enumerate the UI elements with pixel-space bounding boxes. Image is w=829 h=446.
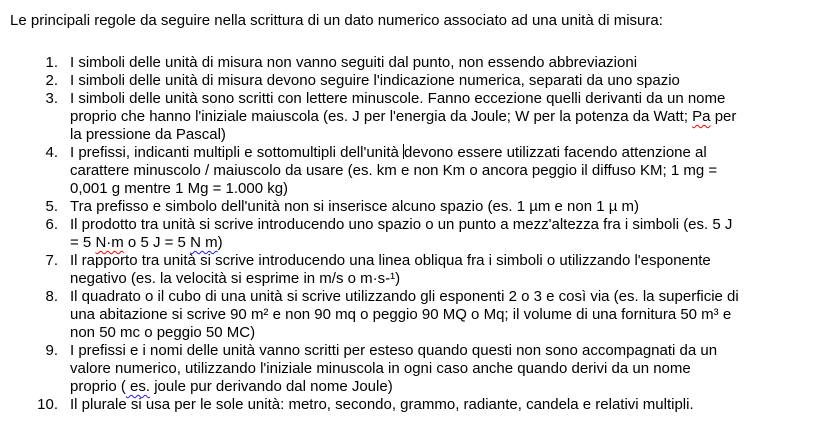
text-segment: valore numerico, utilizzando l'iniziale minuscola in ogni caso anche quando derivi da un nome	[70, 360, 691, 377]
spellcheck-underline-red: Pa	[692, 108, 711, 125]
text-segment: carattere minuscolo / maiuscolo da usare (es. km e non Km o ancora peggio il diffuso KM; 1 mg =	[70, 162, 718, 179]
text-line	[70, 342, 717, 360]
item-number: 5.	[45, 198, 58, 215]
text-line	[70, 234, 732, 252]
item-number: 9.	[45, 342, 58, 359]
text-segment: joule pur derivando dal nome Joule)	[150, 378, 393, 395]
item-number: 6.	[45, 216, 58, 233]
text-line	[70, 162, 717, 180]
text-line	[70, 396, 694, 414]
text-segment: Il plurale si usa per le sole unità: metro, secondo, grammo, radiante, candela e relativi multipli.	[70, 396, 694, 413]
text-segment: )	[217, 234, 223, 251]
text-segment: I simboli delle unità sono scritti con lettere minuscole. Fanno eccezione quelli derivanti da un nome	[70, 90, 726, 107]
text-segment: Il prodotto tra unità si scrive introducendo uno spazio o un punto a mezz'altezza fra i simboli (es. 5 J	[70, 216, 733, 233]
text-segment: Il rapporto tra unità si scrive introducendo una linea obliqua fra i simboli o utilizzando l'esponente	[70, 252, 711, 269]
item-text	[58, 90, 736, 144]
text-line	[70, 360, 717, 378]
text-line	[70, 216, 732, 234]
item-number: 1.	[45, 54, 58, 71]
text-line	[70, 144, 717, 162]
text-line	[70, 126, 736, 144]
text-segment: devono essere utilizzati facendo attenzione al	[404, 144, 707, 161]
text-segment: la pressione da Pascal)	[70, 126, 226, 143]
text-line	[70, 72, 680, 90]
item-text	[58, 216, 732, 252]
item-number: 8.	[45, 288, 58, 305]
item-text	[58, 252, 711, 288]
list-item	[0, 72, 829, 90]
list-item	[0, 198, 829, 216]
spellcheck-underline-red: N·m	[95, 234, 124, 251]
text-segment: non 50 mc o peggio 50 MC)	[70, 324, 256, 341]
text-segment: o 5 J = 5	[123, 234, 191, 251]
list-item	[0, 252, 829, 288]
text-segment: I prefissi e i nomi delle unità vanno scritti per esteso quando questi non sono accompagnati da un	[70, 342, 718, 359]
spellcheck-underline-blue: es.	[125, 378, 151, 395]
text-line	[70, 270, 711, 288]
text-line	[70, 54, 637, 72]
text-segment: I prefissi, indicanti multipli e sottomultipli dell'unità	[70, 144, 404, 161]
text-segment: per	[710, 108, 737, 125]
list-item	[0, 288, 829, 342]
item-number: 10.	[37, 396, 58, 413]
text-segment: proprio (	[70, 378, 126, 395]
text-segment: Il quadrato o il cubo di una unità si scrive utilizzando gli esponenti 2 o 3 e così via (es. la superficie di	[70, 288, 739, 305]
item-text	[58, 54, 637, 72]
item-number: 4.	[45, 144, 58, 161]
text-line	[70, 90, 736, 108]
item-number: 3.	[45, 90, 58, 107]
text-line	[70, 324, 739, 342]
text-line	[70, 180, 717, 198]
text-segment: proprio che hanno l'iniziale maiuscola (es. J per l'energia da Joule; W per la potenza da Watt;	[70, 108, 693, 125]
item-text	[58, 198, 639, 216]
text-segment: I simboli delle unità di misura non vanno seguiti dal punto, non essendo abbreviazioni	[70, 54, 638, 71]
item-text	[58, 396, 694, 414]
text-segment: negativo (es. la velocità si esprime in m/s o m·s-¹)	[70, 270, 401, 287]
text-line	[70, 378, 717, 396]
text-segment: = 5	[70, 234, 96, 251]
text-line	[70, 108, 736, 126]
rules-list	[0, 54, 829, 414]
text-segment: Tra prefisso e simbolo dell'unità non si inserisce alcuno spazio (es. 1 µm e non 1 µ m)	[70, 198, 640, 215]
spellcheck-underline-blue: N m	[190, 234, 218, 251]
text-segment: I simboli delle unità di misura devono seguire l'indicazione numerica, separati da uno spazio	[70, 72, 680, 89]
item-text	[58, 144, 717, 198]
text-segment: 0,001 g mentre 1 Mg = 1.000 kg)	[70, 180, 289, 197]
item-text	[58, 288, 739, 342]
item-text	[58, 342, 717, 396]
list-item	[0, 216, 829, 252]
text-line	[70, 288, 739, 306]
list-item	[0, 54, 829, 72]
item-number: 7.	[45, 252, 58, 269]
text-line	[70, 306, 739, 324]
item-text	[58, 72, 680, 90]
item-number: 2.	[45, 72, 58, 89]
document-title: Le principali regole da seguire nella scrittura di un dato numerico associato ad una unità di misura:	[10, 12, 663, 29]
text-segment: una abitazione si scrive 90 m² e non 90 mq o peggio 90 MQ o Mq; il volume di una fornitura 50 m³ e	[70, 306, 732, 323]
text-line	[70, 252, 711, 270]
list-item	[0, 90, 829, 144]
list-item	[0, 342, 829, 396]
list-item	[0, 144, 829, 198]
list-item	[0, 396, 829, 414]
text-line	[70, 198, 639, 216]
